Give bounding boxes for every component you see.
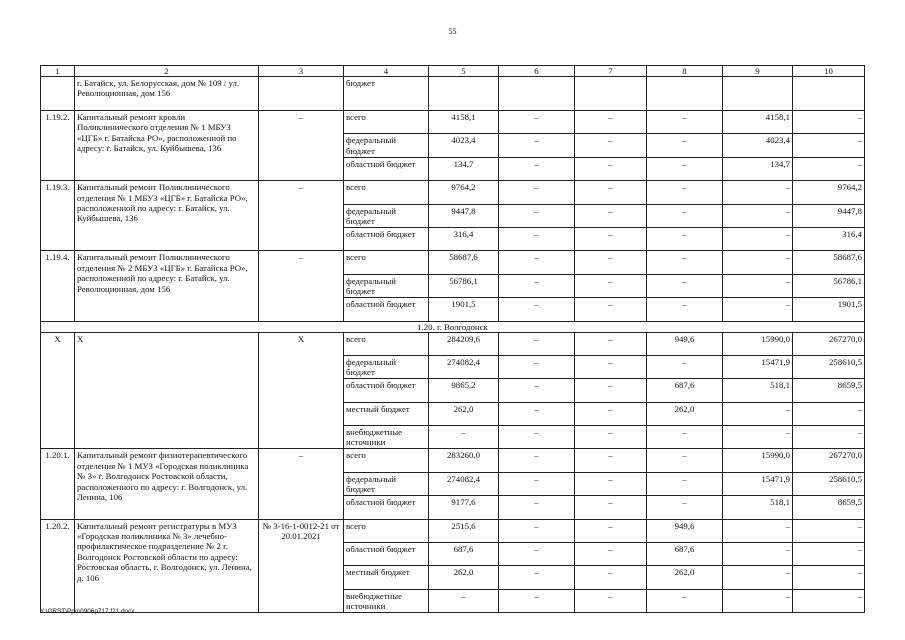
column-header: 3 — [259, 66, 344, 77]
amount-cell: – — [647, 298, 723, 321]
document-ref: – — [259, 449, 344, 519]
amount-cell: 134,7 — [723, 157, 793, 180]
object-name: Капитальный ремонт кровли Поликлинического отделения № 1 МБУЗ «ЦГБ» г. Батайска РО», расположенной по адресу: г. Батайск, ул. Куйбышева, 136 — [75, 111, 259, 181]
funding-source-label: всего — [346, 112, 366, 122]
amount-cell: 9447,8 — [429, 204, 499, 227]
funding-source: бюджет — [344, 77, 429, 111]
funding-source-label: всего — [346, 333, 366, 344]
amount-cell: – — [793, 134, 865, 157]
amount-cell: – — [793, 426, 865, 449]
amount-cell: – — [499, 157, 575, 180]
amount-cell: 267270,0 — [793, 449, 865, 472]
amount-cell: – — [723, 181, 793, 204]
amount-cell: 9177,6 — [429, 496, 499, 519]
amount-cell: – — [575, 227, 647, 250]
object-name: г. Батайск, ул. Белорусская, дом № 109 / ул. Революционная, дом 156 — [75, 77, 259, 111]
amount-cell: – — [647, 157, 723, 180]
object-name: Капитальный ремонт регистратуры в МУЗ «Городская поликлиника № 3» лечебно-профилактическое подразделение № 2 г. Волгодонск Ростовской области по адресу: Ростовская область, г. Волгодонск, ул. Ленина, д. 106 — [75, 519, 259, 613]
amount-cell: 262,0 — [429, 402, 499, 425]
amount-cell: – — [793, 566, 865, 589]
amount-cell: – — [723, 589, 793, 612]
column-header: 8 — [647, 66, 723, 77]
amount-cell: – — [723, 543, 793, 566]
amount-cell: – — [647, 449, 723, 472]
funding-source-label: внебюджетные источники — [346, 427, 403, 448]
amount-cell: – — [499, 227, 575, 250]
amount-cell: 1901,5 — [429, 298, 499, 321]
funding-source-label: всего — [346, 520, 366, 531]
funding-source-label: федеральный бюджет — [346, 205, 396, 226]
funding-row — [41, 181, 865, 204]
amount-cell: – — [723, 426, 793, 449]
amount-cell: – — [793, 589, 865, 612]
amount-cell: – — [499, 519, 575, 542]
budget-table — [40, 65, 865, 613]
item-number: Х — [41, 332, 75, 449]
amount-cell: – — [575, 402, 647, 425]
amount-cell: 267270,0 — [793, 332, 865, 355]
amount-cell: 134,7 — [429, 157, 499, 180]
document-ref: – — [259, 251, 344, 321]
amount-cell: – — [647, 181, 723, 204]
column-header: 1 — [41, 66, 75, 77]
amount-cell: – — [647, 274, 723, 297]
amount-cell: – — [575, 111, 647, 134]
column-header: 2 — [75, 66, 259, 77]
amount-cell: – — [575, 204, 647, 227]
amount-cell: – — [499, 251, 575, 274]
amount-cell: 687,6 — [647, 543, 723, 566]
amount-cell: – — [499, 274, 575, 297]
amount-cell: – — [499, 204, 575, 227]
funding-source-label: федеральный бюджет — [346, 275, 396, 297]
amount-cell: – — [575, 519, 647, 542]
funding-source — [344, 111, 429, 134]
amount-cell: – — [575, 251, 647, 274]
column-header: 9 — [723, 66, 793, 77]
amount-cell: – — [499, 332, 575, 355]
funding-source-label: местный бюджет — [346, 403, 410, 414]
funding-source — [344, 543, 429, 566]
amount-cell: 283260,0 — [429, 449, 499, 472]
item-number: 1.19.2. — [41, 111, 75, 181]
amount-cell: 2515,6 — [429, 519, 499, 542]
funding-source — [344, 157, 429, 180]
funding-source-label: областной бюджет — [346, 544, 416, 555]
amount-cell: 262,0 — [647, 402, 723, 425]
funding-source-label: областной бюджет — [346, 380, 416, 391]
amount-cell: 274082,4 — [429, 355, 499, 378]
amount-cell: – — [575, 589, 647, 612]
amount-cell: – — [499, 111, 575, 134]
funding-source — [344, 402, 429, 425]
amount-cell: – — [429, 426, 499, 449]
funding-source — [344, 355, 429, 378]
amount-cell: – — [647, 589, 723, 612]
amount-cell: – — [575, 134, 647, 157]
amount-cell: 4023,4 — [429, 134, 499, 157]
funding-source — [344, 298, 429, 321]
amount-cell: – — [793, 111, 865, 134]
funding-source — [344, 332, 429, 355]
object-name: Капитальный ремонт физиотерапевтического отделения № 1 МУЗ «Городская поликлиника № 3» г. Волгодонск Ростовской области, расположенного по адресу: г. Волгодонск, ул. Ленина, 106 — [75, 449, 259, 519]
amount-cell: 56786,1 — [429, 274, 499, 297]
amount-cell: 258610,5 — [793, 472, 865, 495]
item-number: 1.20.1. — [41, 449, 75, 519]
amount-cell: – — [723, 251, 793, 274]
amount-cell: 687,6 — [429, 543, 499, 566]
amount-cell: 4158,1 — [723, 111, 793, 134]
amount-cell: – — [575, 426, 647, 449]
amount-cell: – — [723, 566, 793, 589]
funding-source-label: местный бюджет — [346, 567, 410, 578]
object-name: Капитальный ремонт Поликлинического отделения № 1 МБУЗ «ЦГБ» г. Батайска РО», расположенной по адресу: г. Батайск, ул. Куйбышева, 136 — [75, 181, 259, 251]
amount-cell: 15990,0 — [723, 449, 793, 472]
amount-cell: – — [723, 227, 793, 250]
funding-source-label: областной бюджет — [346, 497, 416, 508]
object-name: Капитальный ремонт Поликлинического отделения № 2 МБУЗ «ЦГБ» г. Батайска РО», расположенной по адресу: г. Батайск, ул. Революционная, дом 156 — [75, 251, 259, 321]
amount-cell: – — [499, 379, 575, 402]
amount-cell: 518,1 — [723, 496, 793, 519]
amount-cell: 274082,4 — [429, 472, 499, 495]
document-ref: – — [259, 181, 344, 251]
amount-cell: – — [647, 204, 723, 227]
amount-cell: – — [793, 402, 865, 425]
amount-cell: – — [723, 402, 793, 425]
amount-cell: 8659,5 — [793, 379, 865, 402]
document-ref: – — [259, 111, 344, 181]
funding-source — [344, 496, 429, 519]
column-header: 6 — [499, 66, 575, 77]
amount-cell: – — [647, 472, 723, 495]
funding-source — [344, 449, 429, 472]
amount-cell: 15990,0 — [723, 332, 793, 355]
funding-source — [344, 589, 429, 612]
amount-cell: 56786,1 — [793, 274, 865, 297]
amount-cell: – — [647, 496, 723, 519]
amount-cell: – — [575, 449, 647, 472]
amount-cell: – — [647, 251, 723, 274]
funding-source — [344, 274, 429, 297]
funding-source — [344, 566, 429, 589]
amount-cell: 1901,5 — [793, 298, 865, 321]
amount-cell: – — [575, 472, 647, 495]
amount-cell: – — [575, 298, 647, 321]
object-name: Х — [75, 332, 259, 449]
amount-cell: – — [575, 379, 647, 402]
amount-cell: – — [647, 355, 723, 378]
funding-source — [344, 251, 429, 274]
amount-cell: – — [575, 566, 647, 589]
footer-file-path: Y:\ORST\Ppo\0906p717.f21.docx — [40, 608, 135, 615]
funding-source-label: областной бюджет — [346, 228, 416, 239]
amount-cell: – — [575, 496, 647, 519]
column-header: 4 — [344, 66, 429, 77]
amount-cell: – — [793, 157, 865, 180]
amount-cell: – — [499, 496, 575, 519]
amount-cell: 9764,2 — [793, 181, 865, 204]
amount-cell: – — [499, 566, 575, 589]
amount-cell: 316,4 — [793, 227, 865, 250]
amount-cell: – — [499, 355, 575, 378]
amount-cell: – — [575, 332, 647, 355]
amount-cell: – — [499, 402, 575, 425]
funding-row — [41, 111, 865, 134]
amount-cell: 4158,1 — [429, 111, 499, 134]
funding-source — [344, 181, 429, 204]
section-header-row — [41, 321, 865, 332]
amount-cell: 9447,8 — [793, 204, 865, 227]
document-ref: Х — [259, 332, 344, 449]
funding-source — [344, 134, 429, 157]
amount-cell: – — [575, 157, 647, 180]
amount-cell: – — [429, 589, 499, 612]
column-header: 10 — [793, 66, 865, 77]
amount-cell: – — [499, 298, 575, 321]
item-number: 1.20.2. — [41, 519, 75, 613]
amount-cell: 58687,6 — [429, 251, 499, 274]
amount-cell: – — [499, 426, 575, 449]
amount-cell: – — [499, 472, 575, 495]
amount-cell: 4023,4 — [723, 134, 793, 157]
funding-row — [41, 519, 865, 542]
amount-cell: 284209,6 — [429, 332, 499, 355]
amount-cell: 687,6 — [647, 379, 723, 402]
funding-row — [41, 332, 865, 355]
continuation-row — [41, 77, 865, 111]
amount-cell: – — [647, 426, 723, 449]
amount-cell: – — [793, 543, 865, 566]
amount-cell: – — [647, 134, 723, 157]
amount-cell: – — [499, 543, 575, 566]
section-title: 1.20. г. Волгодонск — [41, 321, 865, 332]
amount-cell: 9865,2 — [429, 379, 499, 402]
amount-cell: 518,1 — [723, 379, 793, 402]
amount-cell: – — [575, 181, 647, 204]
amount-cell: – — [793, 519, 865, 542]
funding-source-label: областной бюджет — [346, 299, 416, 310]
amount-cell: – — [499, 589, 575, 612]
document-ref: № 3-16-1-0012-21 от 20.01.2021 — [259, 519, 344, 613]
amount-cell: – — [575, 355, 647, 378]
amount-cell: 15471,9 — [723, 472, 793, 495]
column-number-row — [41, 66, 865, 77]
amount-cell: – — [499, 134, 575, 157]
amount-cell: – — [499, 181, 575, 204]
funding-source-label: внебюджетные источники — [346, 590, 403, 612]
amount-cell: 9764,2 — [429, 181, 499, 204]
column-header: 5 — [429, 66, 499, 77]
funding-source-label: всего — [346, 182, 366, 193]
funding-source — [344, 379, 429, 402]
funding-source-label: федеральный бюджет — [346, 473, 396, 495]
funding-source-label: всего — [346, 252, 366, 263]
amount-cell: 15471,9 — [723, 355, 793, 378]
funding-row — [41, 449, 865, 472]
amount-cell: 262,0 — [647, 566, 723, 589]
amount-cell: – — [499, 449, 575, 472]
item-number: 1.19.4. — [41, 251, 75, 321]
funding-source — [344, 519, 429, 542]
amount-cell: 949,6 — [647, 519, 723, 542]
column-header: 7 — [575, 66, 647, 77]
page-number: 55 — [448, 27, 457, 36]
amount-cell: – — [723, 298, 793, 321]
funding-source — [344, 472, 429, 495]
amount-cell: 258610,5 — [793, 355, 865, 378]
amount-cell: – — [723, 204, 793, 227]
amount-cell: 58687,6 — [793, 251, 865, 274]
funding-source-label: областной бюджет — [346, 158, 416, 169]
amount-cell: 8659,5 — [793, 496, 865, 519]
amount-cell: 316,4 — [429, 227, 499, 250]
funding-source — [344, 227, 429, 250]
funding-source-label: всего — [346, 450, 366, 461]
amount-cell: – — [723, 274, 793, 297]
funding-source-label: федеральный бюджет — [346, 135, 396, 156]
amount-cell: 262,0 — [429, 566, 499, 589]
amount-cell: – — [575, 274, 647, 297]
item-number: 1.19.3. — [41, 181, 75, 251]
amount-cell: – — [723, 519, 793, 542]
funding-source — [344, 204, 429, 227]
amount-cell: – — [647, 111, 723, 134]
funding-row — [41, 251, 865, 274]
amount-cell: 949,6 — [647, 332, 723, 355]
amount-cell: – — [647, 227, 723, 250]
funding-source-label: федеральный бюджет — [346, 356, 396, 378]
funding-source — [344, 426, 429, 449]
amount-cell: – — [575, 543, 647, 566]
